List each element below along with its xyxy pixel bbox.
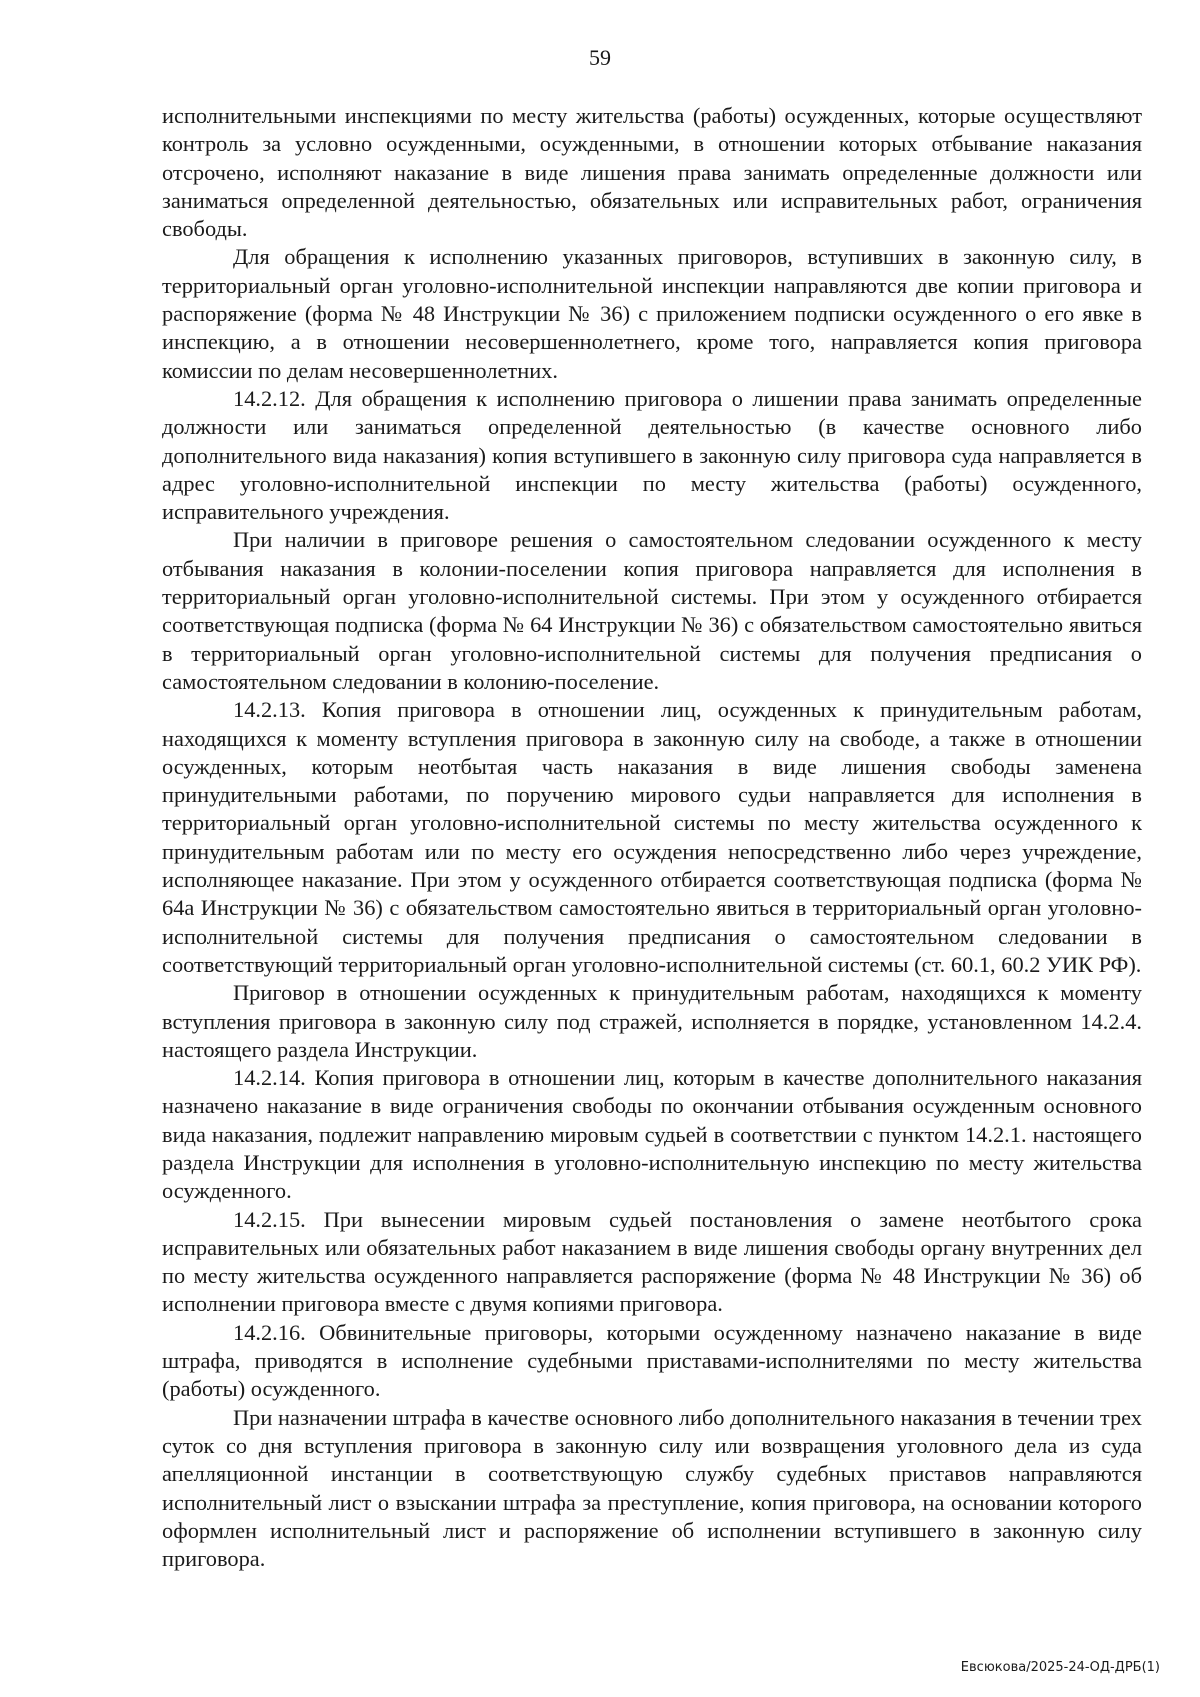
document-code: Евсюкова/2025-24-ОД-ДРБ(1) xyxy=(960,1660,1160,1675)
paragraph: Приговор в отношении осужденных к принудительным работам, находящихся к моменту вступления приговора в законную силу под стражей, исполняется в порядке, установленном 14.2.4. настоящего раздела Инструкции. xyxy=(162,980,1142,1062)
paragraph-14-2-12: 14.2.12. Для обращения к исполнению приговора о лишении права занимать определенные должности или заниматься определенной деятельностью (в качестве основного либо дополнительного вида наказания) копия вступившего в законную силу приговора суда направляется в адрес уголовно-исполнительной инспекции по месту жительства (работы) осужденного, исправительного учреждения. xyxy=(162,385,1142,525)
paragraph: При назначении штрафа в качестве основного либо дополнительного наказания в течении трех суток со дня вступления приговора в законную силу или возвращения уголовного дела из суда апелляционной инстанции в соответствующую службу судебных приставов направляются исполнительный лист о взыскании штрафа за преступление, копия приговора, на основании которого оформлен исполнительный лист и распоряжение об исполнении вступившего в законную силу приговора. xyxy=(162,1404,1142,1572)
paragraph-continuation: исполнительными инспекциями по месту жительства (работы) осужденных, которые осуществляют контроль за условно осужденными, осужденными, в отношении которых отбывание наказания отсрочено, исполняют наказание в виде лишения права занимать определенные должности или заниматься определенной деятельностью, обязательных или исправительных работ, ограничения свободы. xyxy=(162,103,1142,242)
paragraph: При наличии в приговоре решения о самостоятельном следовании осужденного к месту отбывания наказания в колонии-поселении копия приговора направляется для исполнения в территориальный орган уголовно-исполнительной системы. При этом у осужденного отбирается соответствующая подписка (форма № 64 Инструкции № 36) с обязательством самостоятельно явиться в территориальный орган уголовно-исполнительной системы для получения предписания о самостоятельном следовании в колонию-поселение. xyxy=(162,527,1142,694)
paragraph-14-2-13: 14.2.13. Копия приговора в отношении лиц, осужденных к принудительным работам, находящихся к моменту вступления приговора в законную силу на свободе, а также в отношении осужденных, которым неотбытая часть наказания в виде лишения свободы заменена принудительными работами, по поручению мирового судьи направляется для исполнения в территориальный орган уголовно-исполнительной системы по месту жительства осужденного к принудительным работам или по месту его осуждения непосредственно либо через учреждение, исполняющее наказание. При этом у осужденного отбирается соответствующая подписка (форма № 64а Инструкции № 36) с обязательством самостоятельно явиться в территориальный орган уголовно-исполнительной системы для получения предписания о самостоятельном следовании в соответствующий территориальный орган уголовно-исполнительной системы (ст. 60.1, 60.2 УИК РФ). xyxy=(162,697,1142,977)
paragraph-14-2-15: 14.2.15. При вынесении мировым судьей постановления о замене неотбытого срока исправительных или обязательных работ наказанием в виде лишения свободы органу внутренних дел по месту жительства осужденного направляется распоряжение (форма № 48 Инструкции № 36) об исполнении приговора вместе с двумя копиями приговора. xyxy=(162,1206,1142,1317)
paragraph-14-2-16: 14.2.16. Обвинительные приговоры, которыми осужденному назначено наказание в виде штрафа, приводятся в исполнение судебными приставами-исполнителями по месту жительства (работы) осужденного. xyxy=(162,1319,1142,1402)
page-number: 59 xyxy=(589,45,611,70)
paragraph-14-2-14: 14.2.14. Копия приговора в отношении лиц, которым в качестве дополнительного наказания назначено наказание в виде ограничения свободы по окончании отбывания осужденным основного вида наказания, подлежит направлению мировым судьей в соответствии с пунктом 14.2.1. настоящего раздела Инструкции для исполнения в уголовно-исполнительную инспекцию по месту жительства осужденного. xyxy=(162,1065,1142,1204)
document-body xyxy=(162,102,1142,1573)
paragraph: Для обращения к исполнению указанных приговоров, вступивших в законную силу, в территориальный орган уголовно-исполнительной инспекции направляются две копии приговора и распоряжение (форма № 48 Инструкции № 36) с приложением подписки осужденного о его явке в инспекцию, а в отношении несовершеннолетнего, кроме того, направляется копия приговора комиссии по делам несовершеннолетних. xyxy=(162,244,1142,383)
